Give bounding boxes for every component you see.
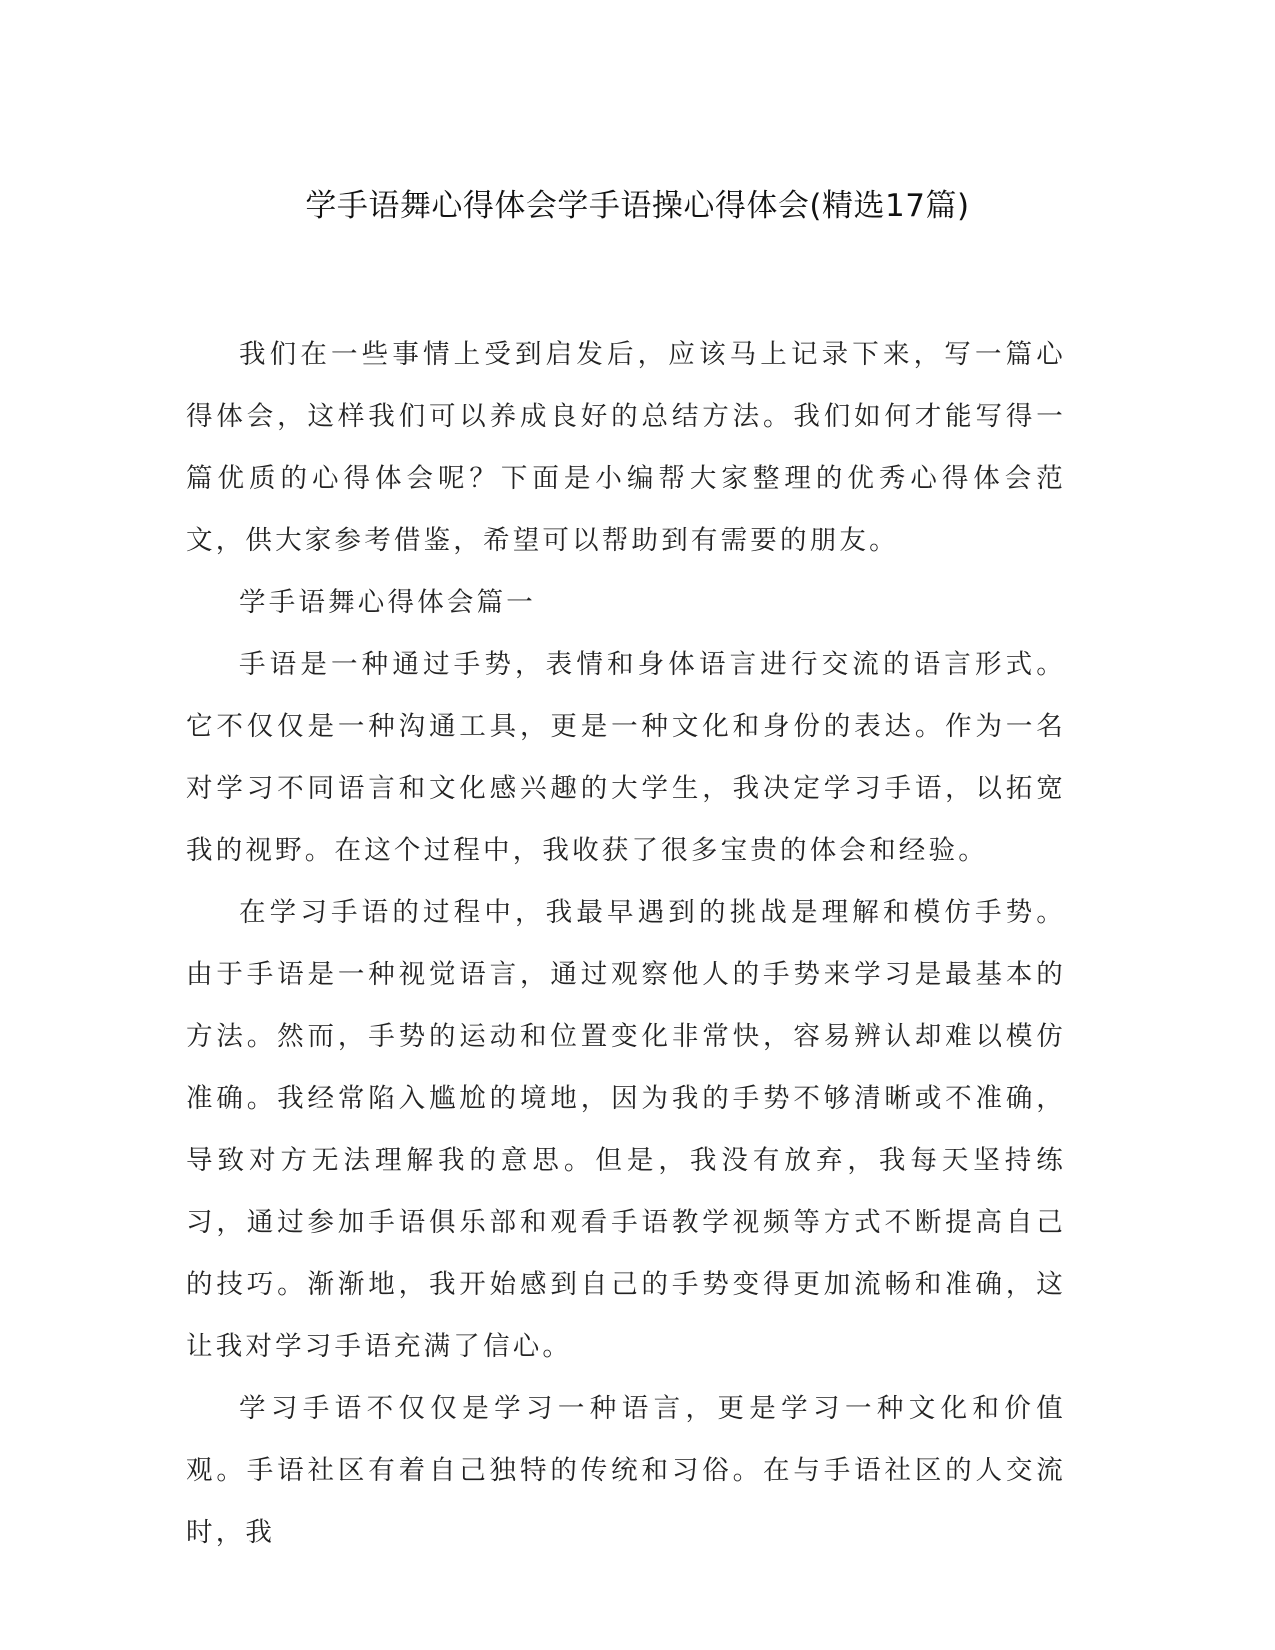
document-body — [186, 324, 1066, 1564]
document-title: 学手语舞心得体会学手语操心得体会(精选17篇) — [305, 188, 970, 224]
section-heading: 学手语舞心得体会篇一 — [239, 587, 536, 618]
body-paragraph: 手语是一种通过手势，表情和身体语言进行交流的语言形式。它不仅仅是一种沟通工具，更是一种文化和身份的表达。作为一名对学习不同语言和文化感兴趣的大学生，我决定学习手语，以拓宽我的视野。在这个过程中，我收获了很多宝贵的体会和经验。 — [186, 649, 1066, 866]
body-paragraph: 在学习手语的过程中，我最早遇到的挑战是理解和模仿手势。由于手语是一种视觉语言，通过观察他人的手势来学习是最基本的方法。然而，手势的运动和位置变化非常快，容易辨认却难以模仿准确。我经常陷入尴尬的境地，因为我的手势不够清晰或不准确，导致对方无法理解我的意思。但是，我没有放弃，我每天坚持练习，通过参加手语俱乐部和观看手语教学视频等方式不断提高自己的技巧。渐渐地，我开始感到自己的手势变得更加流畅和准确，这让我对学习手语充满了信心。 — [186, 897, 1066, 1362]
intro-paragraph: 我们在一些事情上受到启发后，应该马上记录下来，写一篇心得体会，这样我们可以养成良好的总结方法。我们如何才能写得一篇优质的心得体会呢？下面是小编帮大家整理的优秀心得体会范文，供大家参考借鉴，希望可以帮助到有需要的朋友。 — [186, 339, 1066, 556]
body-paragraph: 学习手语不仅仅是学习一种语言，更是学习一种文化和价值观。手语社区有着自己独特的传统和习俗。在与手语社区的人交流时，我 — [186, 1393, 1066, 1548]
